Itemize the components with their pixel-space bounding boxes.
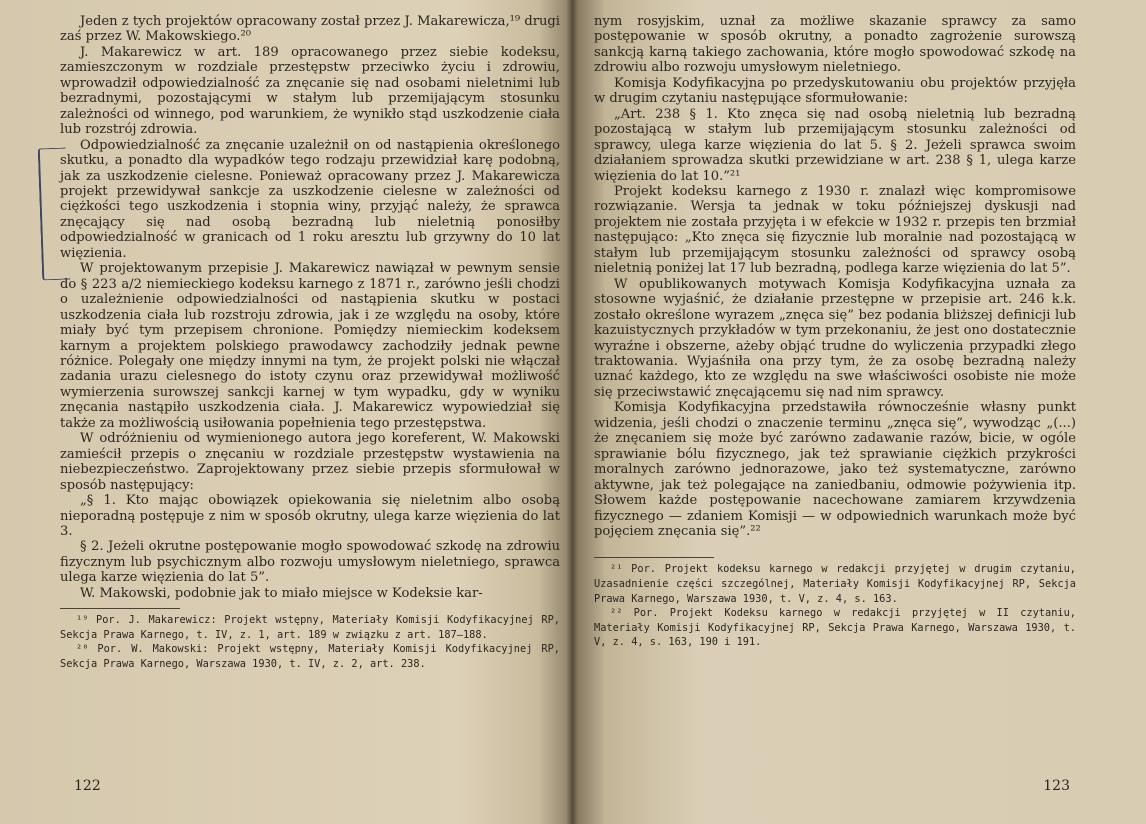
right-body-text (594, 14, 1076, 539)
quoted-provision: § 2. Jeżeli okrutne postępowanie mogło spowodować szkodę na zdrowiu fizycznym lub psychicznym albo rozwoju umysłowym nieletniego, sprawca ulega karze więzienia do lat 5”. (60, 539, 560, 586)
paragraph: W projektowanym przepisie J. Makarewicz nawiązał w pewnym sensie do § 223 a/2 niemieckiego kodeksu karnego z 1871 r., zarówno jeśli chodzi o uzależnienie odpowiedzialności od nastąpienia skutku w postaci uszkodzenia ciała lub rozstroju zdrowia, jak i ze względu na osoby, które miały być tym przepisem chronione. Pomiędzy niemieckim kodeksem karnym a projektem polskiego prawodawcy zachodziły jednak pewne różnice. Polegały one między innymi na tym, że projekt polski nie włączał zadania urazu cielesnego do istoty czynu oraz przewidywał możliwość wymierzenia surowszej sankcji karnej w tym wypadku, gdy w wyniku znęcania nastąpiło uszkodzenia ciała. J. Makarewicz wypowiedział się także za możliwością usiłowania popełnienia tego przestępstwa. (60, 261, 560, 431)
paragraph: W. Makowski, podobnie jak to miało miejsce w Kodeksie kar- (80, 585, 483, 601)
left-footnotes (60, 613, 560, 671)
paragraph: nym rosyjskim, uznał za możliwe skazanie sprawcy za samo postępowanie w sposób okrutny, a ponadto zagrożenie surowszą sankcją karną takiego zachowania, które mogło spowodować szkodę na zdrowiu albo rozwoju umysłowym nieletniego. (594, 14, 1076, 76)
left-body-text (60, 14, 560, 601)
paragraph: Projekt kodeksu karnego z 1930 r. znalazł więc kompromisowe rozwiązanie. Wersja ta jednak w toku późniejszej dyskusji nad projektem nie została przyjęta i w efekcie w 1932 r. przepis ten brzmiał następująco: „Kto znęca się fizycznie lub moralnie nad pozostającą w stałym lub przemijającym stosunku zależności od sprawcy osobą nieletnią poniżej lat 17 lub bezradną, podlega karze więzienia do lat 5”. (594, 183, 1076, 277)
page-number: 123 (1043, 778, 1070, 794)
footnote: ¹⁹ Por. J. Makarewicz: Projekt wstępny, Materiały Komisji Kodyfikacyjnej RP, Sekcja Prawa Karnego, t. IV, z. 1, art. 189 w związku z art. 187—188. (60, 614, 560, 641)
page-number: 122 (74, 778, 101, 794)
footnote: ²² Por. Projekt Kodeksu karnego w redakcji przyjętej w II czytaniu, Materiały Komisji Kodyfikacyjnej RP, Sekcja Prawa Karnego, Warszawa 1930, t. V, z. 4, s. 163, 190 i 191. (594, 607, 1076, 649)
quoted-provision: „§ 1. Kto mając obowiązek opiekowania się nieletnim albo osobą nieporadną postępuje z nim w sposób okrutny, ulega karze więzienia do lat 3. (60, 493, 560, 539)
paragraph: J. Makarewicz w art. 189 opracowanego przez siebie kodeksu, zamieszczonym w rozdziale przestępstw przeciwko życiu i zdrowiu, wprowadził odpowiedzialność za znęcanie się nad osobami nieletnimi lub bezradnymi, pozostającymi w stałym lub przemijającym stosunku zależności od winnego, pod warunkiem, że wynikło stąd uszkodzenie ciała lub rozstrój zdrowia. (60, 44, 560, 138)
paragraph: Odpowiedzialność za znęcanie uzależnił on od nastąpienia określonego skutku, a ponadto dla wypadków tego rodzaju przewidział karę podobną, jak za uszkodzenie cielesne. Ponieważ opracowany przez J. Makarewicza projekt przewidywał sankcje za uszkodzenie cielesne w zależności od ciężkości tego uszkodzenia i stopnia winy, przyjąć należy, że sprawca znęcający się nad osobą bezradną lub nieletnią ponosiłby odpowiedzialność w granicach od 1 roku aresztu lub grzywny do 10 lat więzienia. (60, 137, 560, 261)
footnote-divider (60, 608, 180, 609)
pen-bracket-mark (38, 148, 71, 281)
right-footnotes (594, 562, 1076, 650)
footnote-divider (594, 557, 714, 558)
footnote: ²¹ Por. Projekt kodeksu karnego w redakcji przyjętej w drugim czytaniu, Uzasadnienie części szczególnej, Materiały Komisji Kodyfikacyjnej RP, Sekcja Prawa Karnego, Warszawa 1930, t. V, z. 4, s. 163. (594, 563, 1076, 605)
book-gutter (566, 0, 578, 824)
right-page (572, 0, 1146, 824)
paragraph: Komisja Kodyfikacyjna przedstawiła równocześnie własny punkt widzenia, jeśli chodzi o znaczenie terminu „znęca się”, wywodząc „(...) że znęcaniem się może być zarówno zadawanie razów, bicie, w ogóle sprawianie bólu fizycznego, jak też sprawianie ciężkich przykrości moralnych zarówno jednorazowe, jako też systematyczne, zarówno aktywne, jak też polegające na zaniedbaniu, odmowie pożywienia itp. Słowem każde postępowanie nacechowane zamiarem krzywdzenia fizycznego — zdaniem Komisji — w odpowiednich warunkach może być pojęciem znęcania się”.²² (594, 400, 1076, 539)
paragraph: Jeden z tych projektów opracowany został przez J. Makarewicza,¹⁹ drugi zaś przez W. Makowskiego.²⁰ (60, 14, 560, 45)
paragraph: W opublikowanych motywach Komisja Kodyfikacyjna uznała za stosowne wyjaśnić, że działanie przestępne w przepisie art. 246 k.k. zostało określone wyrazem „znęca się” bez podania bliższej definicji lub kazuistycznych przykładów w tym przekonaniu, że jest ono dostatecznie wyraźne i obszerne, ażeby objąć trudne do wyliczenia przypadki złego traktowania. Wyjaśniła ona przy tym, że za osobę bezradną należy uznać każdego, kto ze względu na swe właściwości osobiste nie może się przeciwstawić znęcającemu się nad nim sprawcy. (594, 276, 1076, 400)
paragraph: W odróżnieniu od wymienionego autora jego koreferent, W. Makowski zamieścił przepis o znęcaniu w rozdziale przestępstw wystawienia na niebezpieczeństwo. Zaprojektowany przez siebie przepis sformułował w sposób następujący: (60, 431, 560, 493)
quoted-provision: „Art. 238 § 1. Kto znęca się nad osobą nieletnią lub bezradną pozostającą w stałym lub przemijającym stosunku zależności od sprawcy, ulega karze więzienia do lat 5. § 2. Jeżeli sprawca swoim działaniem sprowadza skutki przewidziane w art. 238 § 1, ulega karze więzienia do lat 10.”²¹ (594, 106, 1076, 184)
paragraph: Komisja Kodyfikacyjna po przedyskutowaniu obu projektów przyjęła w drugim czytaniu następujące sformułowanie: (594, 75, 1076, 107)
footnote: ²⁰ Por. W. Makowski: Projekt wstępny, Materiały Komisji Kodyfikacyjnej RP, Sekcja Prawa Karnego, Warszawa 1930, t. IV, z. 2, art. 238. (60, 643, 560, 670)
left-page (0, 0, 572, 824)
